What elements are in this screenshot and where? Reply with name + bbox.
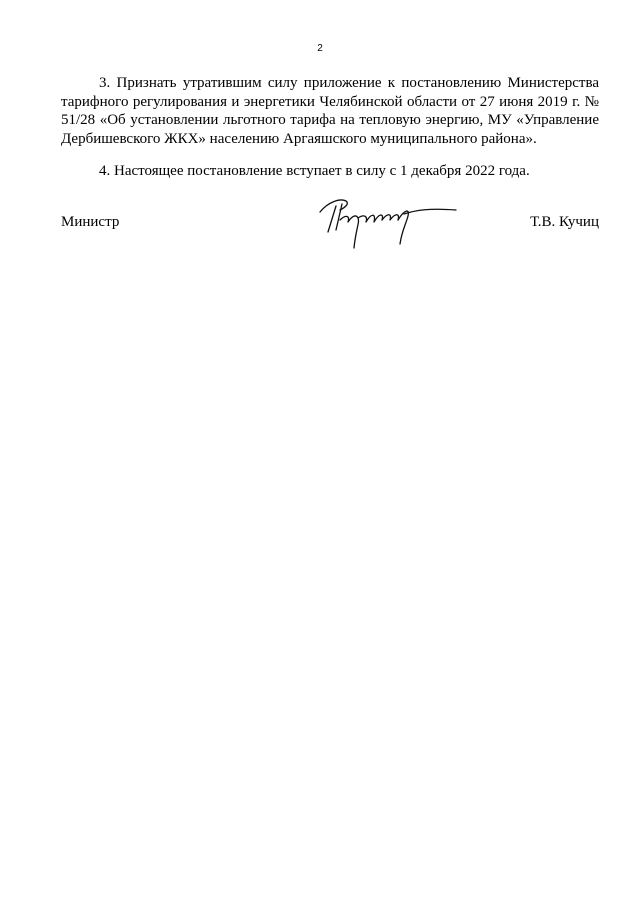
- signatory-title: Министр: [61, 214, 120, 230]
- signatory-name: Т.В. Кучиц: [530, 214, 599, 230]
- paragraph-3: 3. Признать утратившим силу приложение к постановлению Министерства тарифного регулирования и энергетики Челябинской области от 27 июня 2019 г. № 51/28 «Об установлении льготного тарифа на тепловую энергию, МУ «Управление Дербишевского ЖКХ» населению Аргаяшского муниципального района».: [61, 75, 599, 147]
- page-number: 2: [317, 43, 323, 54]
- paragraph-4: 4. Настоящее постановление вступает в силу с 1 декабря 2022 года.: [99, 163, 530, 179]
- handwritten-signature-icon: [306, 190, 466, 260]
